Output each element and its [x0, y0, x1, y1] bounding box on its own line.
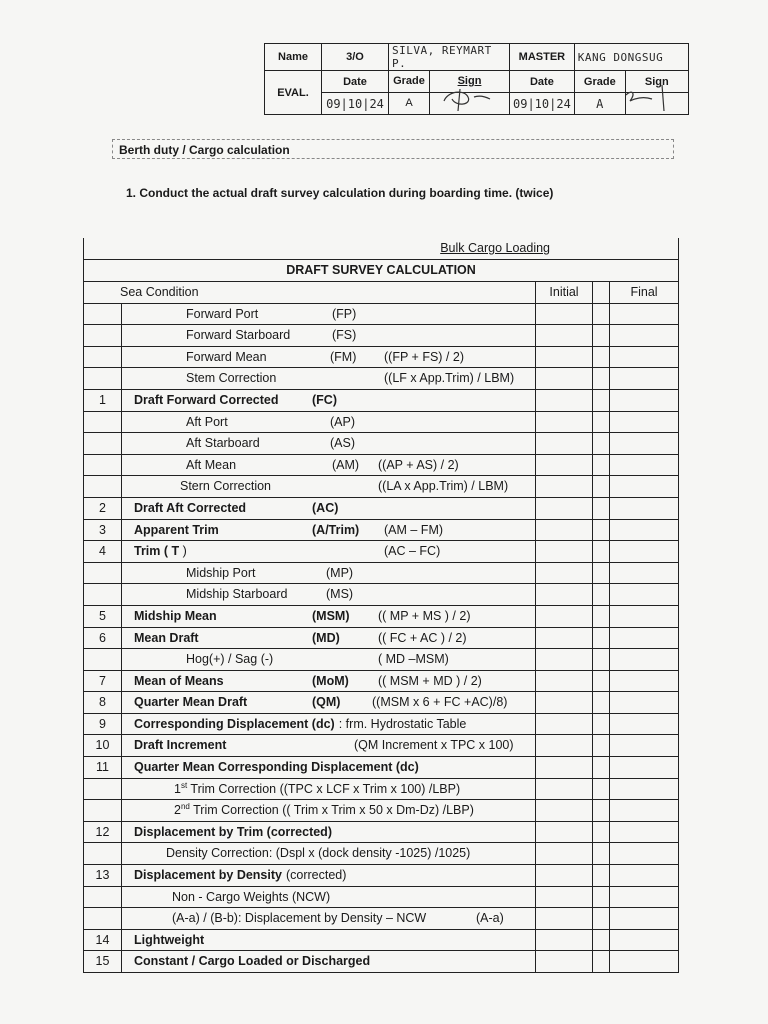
row-formula: (( MP + MS ) / 2)	[378, 608, 471, 623]
row-label: Density Correction: (Dspl x (dock density -1025) /1025)	[166, 846, 471, 861]
final-header: Final	[630, 285, 658, 299]
initial-value-cell[interactable]	[536, 779, 593, 800]
final-value-cell[interactable]	[610, 865, 678, 886]
row-formula: ((FP + FS) / 2)	[384, 349, 464, 364]
table-row	[84, 433, 678, 455]
table-row	[84, 541, 678, 563]
row-description	[122, 412, 536, 433]
spacer-cell	[593, 649, 610, 670]
row-label: Trim ( T )	[134, 544, 187, 559]
row-label: Mean of Means	[134, 673, 224, 688]
table-row	[84, 368, 678, 390]
row-number	[84, 347, 122, 368]
row-description	[122, 368, 536, 389]
final-value-cell[interactable]	[610, 800, 678, 821]
row-description	[122, 433, 536, 454]
row-description	[122, 498, 536, 519]
row-abbreviation: (FS)	[332, 328, 357, 343]
row-formula: (QM Increment x TPC x 100)	[354, 738, 514, 753]
row-description	[122, 843, 536, 864]
row-label: Non - Cargo Weights (NCW)	[172, 889, 331, 904]
row-number	[84, 563, 122, 584]
initial-value-cell[interactable]	[536, 887, 593, 908]
row-description	[122, 606, 536, 627]
row-number: 1	[84, 390, 122, 411]
spacer-cell	[593, 779, 610, 800]
row-abbreviation: (MSM)	[312, 608, 350, 623]
initial-value-cell[interactable]	[536, 498, 593, 519]
initial-value-cell[interactable]	[536, 325, 593, 346]
initial-value-cell[interactable]	[536, 800, 593, 821]
spacer-cell	[593, 476, 610, 497]
row-description	[122, 800, 536, 821]
table-row	[84, 390, 678, 412]
table-row	[84, 649, 678, 671]
row-formula: (corrected)	[285, 868, 347, 883]
row-number: 11	[84, 757, 122, 778]
survey-title: DRAFT SURVEY CALCULATION	[84, 259, 678, 282]
row-number	[84, 887, 122, 908]
row-formula: ((LF x App.Trim) / LBM)	[384, 371, 515, 386]
table-row	[84, 735, 678, 757]
final-value-cell[interactable]	[610, 714, 678, 735]
spacer-cell	[593, 908, 610, 929]
row-description	[122, 865, 536, 886]
master-sign-label: Sign	[625, 71, 688, 93]
row-label: Aft Mean	[186, 457, 237, 472]
initial-value-cell[interactable]	[536, 541, 593, 562]
spacer-cell	[593, 735, 610, 756]
row-number: 13	[84, 865, 122, 886]
row-description	[122, 887, 536, 908]
spacer-cell	[593, 347, 610, 368]
row-abbreviation: (QM)	[312, 695, 341, 710]
spacer-cell	[593, 368, 610, 389]
rank-value: 3/O	[322, 44, 389, 71]
row-description	[122, 347, 536, 368]
row-label: Hog(+) / Sag (-)	[186, 652, 274, 667]
spacer-cell	[593, 800, 610, 821]
final-value-cell[interactable]	[610, 390, 678, 411]
header-row	[84, 282, 678, 304]
row-number: 5	[84, 606, 122, 627]
row-label: Draft Increment	[134, 738, 227, 753]
final-value-cell[interactable]	[610, 563, 678, 584]
row-formula: (( MSM + MD ) / 2)	[378, 673, 482, 688]
table-row	[84, 714, 678, 736]
row-formula: ((LA x App.Trim) / LBM)	[378, 479, 509, 494]
initial-value-cell[interactable]	[536, 671, 593, 692]
initial-value-cell[interactable]	[536, 563, 593, 584]
row-number: 10	[84, 735, 122, 756]
initial-value-cell[interactable]	[536, 865, 593, 886]
row-description	[122, 649, 536, 670]
table-row	[84, 455, 678, 477]
master-name: KANG DONGSUG	[574, 44, 688, 71]
initial-value-cell[interactable]	[536, 368, 593, 389]
table-row	[84, 498, 678, 520]
row-number	[84, 779, 122, 800]
row-label: Quarter Mean Corresponding Displacement (dc)	[134, 760, 419, 775]
final-value-cell[interactable]	[610, 368, 678, 389]
row-description	[122, 692, 536, 713]
name-label: Name	[265, 44, 322, 71]
row-label: Mean Draft	[134, 630, 199, 645]
row-number: 8	[84, 692, 122, 713]
final-value-cell[interactable]	[610, 779, 678, 800]
eval-date: 09|10|24	[322, 93, 389, 115]
row-description	[122, 563, 536, 584]
final-value-cell[interactable]	[610, 304, 678, 325]
row-number	[84, 455, 122, 476]
spacer-cell	[593, 887, 610, 908]
final-value-cell[interactable]	[610, 606, 678, 627]
final-value-cell[interactable]	[610, 498, 678, 519]
initial-value-cell[interactable]	[536, 930, 593, 951]
final-value-cell[interactable]	[610, 325, 678, 346]
row-formula: (A-a)	[476, 911, 504, 926]
eval-label: EVAL.	[265, 71, 322, 115]
row-number	[84, 433, 122, 454]
row-label: Lightweight	[134, 932, 205, 947]
row-description	[122, 714, 536, 735]
initial-value-cell[interactable]	[536, 584, 593, 605]
row-label: (A-a) / (B-b): Displacement by Density – NCW	[172, 911, 427, 926]
final-value-cell[interactable]	[610, 433, 678, 454]
row-description	[122, 779, 536, 800]
final-value-cell[interactable]	[610, 887, 678, 908]
final-value-cell[interactable]	[610, 628, 678, 649]
row-label: 2nd Trim Correction (( Trim x Trim x 50 x Dm-Dz) /LBP)	[174, 802, 474, 818]
row-description	[122, 520, 536, 541]
row-description	[122, 455, 536, 476]
spacer-cell	[593, 628, 610, 649]
row-formula: : frm. Hydrostatic Table	[338, 716, 467, 731]
spacer-cell	[593, 304, 610, 325]
initial-header: Initial	[536, 282, 593, 303]
table-row	[84, 347, 678, 369]
cargo-type-row	[84, 238, 678, 259]
row-label: Displacement by Density (corrected)	[134, 868, 347, 883]
row-formula: (( FC + AC ) / 2)	[378, 630, 467, 645]
row-abbreviation: (AP)	[330, 414, 355, 429]
final-value-cell[interactable]	[610, 822, 678, 843]
row-number: 9	[84, 714, 122, 735]
row-number: 4	[84, 541, 122, 562]
spacer-cell	[593, 930, 610, 951]
spacer-cell	[593, 822, 610, 843]
initial-value-cell[interactable]	[536, 520, 593, 541]
row-description	[122, 541, 536, 562]
section-title: Berth duty / Cargo calculation	[112, 139, 674, 159]
spacer-cell	[593, 325, 610, 346]
master-grade-label: Grade	[574, 71, 625, 93]
table-row	[84, 520, 678, 542]
row-abbreviation: (FP)	[332, 306, 357, 321]
spacer-cell	[593, 584, 610, 605]
row-abbreviation: (MS)	[326, 587, 354, 602]
initial-value-cell[interactable]	[536, 714, 593, 735]
initial-value-cell[interactable]	[536, 433, 593, 454]
row-number	[84, 843, 122, 864]
row-formula: ((MSM x 6 + FC +AC)/8)	[372, 695, 508, 710]
row-label: 1st Trim Correction ((TPC x LCF x Trim x 100) /LBP)	[174, 780, 461, 796]
table-row	[84, 779, 678, 801]
row-abbreviation: (MP)	[326, 565, 354, 580]
initial-value-cell[interactable]	[536, 476, 593, 497]
spacer-cell	[593, 563, 610, 584]
row-description	[122, 325, 536, 346]
sign-label: Sign	[457, 75, 482, 87]
row-label: Quarter Mean Draft	[134, 695, 248, 710]
row-description	[122, 304, 536, 325]
row-number: 14	[84, 930, 122, 951]
row-number	[84, 800, 122, 821]
row-description	[122, 671, 536, 692]
spacer-cell	[593, 498, 610, 519]
spacer-cell	[593, 714, 610, 735]
table-row	[84, 325, 678, 347]
row-label: Draft Aft Corrected	[134, 500, 247, 515]
master-eval-grade: A	[574, 93, 625, 115]
row-number	[84, 476, 122, 497]
table-row	[84, 887, 678, 909]
row-number	[84, 649, 122, 670]
spacer-cell	[593, 390, 610, 411]
initial-value-cell[interactable]	[536, 606, 593, 627]
final-value-cell[interactable]	[610, 541, 678, 562]
master-signature	[625, 93, 688, 115]
trainee-signature	[430, 93, 509, 114]
table-row	[84, 908, 678, 930]
row-number	[84, 368, 122, 389]
row-label: Stern Correction	[180, 479, 272, 494]
spacer-cell	[593, 757, 610, 778]
initial-value-cell[interactable]	[536, 412, 593, 433]
table-row	[84, 843, 678, 865]
initial-value-cell[interactable]	[536, 304, 593, 325]
row-abbreviation: (AS)	[330, 436, 355, 451]
final-value-cell[interactable]	[610, 584, 678, 605]
spacer-cell	[593, 455, 610, 476]
row-label: Midship Starboard	[186, 587, 288, 602]
row-label: Aft Port	[186, 414, 228, 429]
row-label: Draft Forward Corrected	[134, 392, 279, 407]
row-description	[122, 390, 536, 411]
row-abbreviation: (AC)	[312, 500, 339, 515]
date-label: Date	[322, 71, 389, 93]
row-number: 2	[84, 498, 122, 519]
final-value-cell[interactable]	[610, 735, 678, 756]
initial-value-cell[interactable]	[536, 735, 593, 756]
table-row	[84, 606, 678, 628]
spacer-cell	[593, 433, 610, 454]
spacer-cell	[593, 541, 610, 562]
initial-value-cell[interactable]	[536, 649, 593, 670]
row-abbreviation: (FC)	[312, 392, 337, 407]
table-row	[84, 412, 678, 434]
row-number: 12	[84, 822, 122, 843]
table-row	[84, 951, 678, 973]
row-number	[84, 908, 122, 929]
table-row	[84, 476, 678, 498]
row-label: Midship Port	[186, 565, 256, 580]
final-value-cell[interactable]	[610, 520, 678, 541]
table-row	[84, 671, 678, 693]
row-abbreviation: (FM)	[330, 349, 357, 364]
row-description	[122, 757, 536, 778]
row-formula: ((AP + AS) / 2)	[378, 457, 459, 472]
initial-value-cell[interactable]	[536, 390, 593, 411]
row-formula: (AC – FC)	[384, 544, 441, 559]
final-value-cell[interactable]	[610, 671, 678, 692]
row-label: Displacement by Trim (corrected)	[134, 824, 332, 839]
row-abbreviation: (A/Trim)	[312, 522, 360, 537]
final-value-cell[interactable]	[610, 930, 678, 951]
row-description	[122, 476, 536, 497]
draft-survey-table	[83, 238, 679, 973]
row-label: Forward Mean	[186, 349, 267, 364]
row-abbreviation: (MoM)	[312, 673, 349, 688]
table-row	[84, 628, 678, 650]
final-value-cell[interactable]	[610, 908, 678, 929]
row-description	[122, 735, 536, 756]
initial-value-cell[interactable]	[536, 951, 593, 972]
row-abbreviation: (MD)	[312, 630, 340, 645]
final-value-cell[interactable]	[610, 476, 678, 497]
row-description	[122, 930, 536, 951]
row-description	[122, 908, 536, 929]
final-value-cell[interactable]	[610, 347, 678, 368]
spacer-cell	[593, 520, 610, 541]
row-label: Forward Starboard	[186, 328, 291, 343]
master-eval-date: 09|10|24	[510, 93, 575, 115]
table-row	[84, 304, 678, 326]
initial-value-cell[interactable]	[536, 843, 593, 864]
row-description	[122, 628, 536, 649]
spacer-cell	[593, 606, 610, 627]
table-row	[84, 584, 678, 606]
table-row	[84, 930, 678, 952]
sea-condition-label: Sea Condition	[84, 282, 536, 303]
initial-value-cell[interactable]	[536, 692, 593, 713]
master-date-label: Date	[510, 71, 575, 93]
instruction-text: 1. Conduct the actual draft survey calculation during boarding time. (twice)	[126, 186, 554, 200]
row-label: Corresponding Displacement (dc) : frm. Hydrostatic Table	[134, 716, 467, 731]
final-value-cell[interactable]	[610, 692, 678, 713]
row-number: 3	[84, 520, 122, 541]
spacer-cell	[593, 412, 610, 433]
table-row	[84, 563, 678, 585]
spacer-cell	[593, 692, 610, 713]
table-row	[84, 800, 678, 822]
initial-value-cell[interactable]	[536, 757, 593, 778]
row-label: Forward Port	[186, 306, 259, 321]
trainee-name: SILVA, REYMART P.	[389, 44, 510, 71]
row-formula: (AM – FM)	[384, 522, 444, 537]
row-number: 15	[84, 951, 122, 972]
final-value-cell[interactable]	[610, 951, 678, 972]
initial-value-cell[interactable]	[536, 455, 593, 476]
row-label: Aft Starboard	[186, 436, 260, 451]
row-number: 7	[84, 671, 122, 692]
row-abbreviation: (AM)	[332, 457, 360, 472]
row-label: Constant / Cargo Loaded or Discharged	[134, 954, 371, 969]
cargo-type: Bulk Cargo Loading	[440, 241, 550, 255]
spacer-cell	[593, 865, 610, 886]
initial-value-cell[interactable]	[536, 822, 593, 843]
row-number	[84, 325, 122, 346]
master-label: MASTER	[510, 44, 575, 71]
row-description	[122, 584, 536, 605]
initial-value-cell[interactable]	[536, 628, 593, 649]
row-label: Midship Mean	[134, 608, 217, 623]
spacer-cell	[593, 951, 610, 972]
final-value-cell[interactable]	[610, 412, 678, 433]
initial-value-cell[interactable]	[536, 347, 593, 368]
row-label: Stem Correction	[186, 371, 277, 386]
eval-grade: A	[389, 93, 430, 114]
final-value-cell[interactable]	[610, 757, 678, 778]
row-number	[84, 584, 122, 605]
final-value-cell[interactable]	[610, 649, 678, 670]
evaluation-table	[264, 43, 689, 115]
table-row	[84, 692, 678, 714]
row-description	[122, 951, 536, 972]
final-value-cell[interactable]	[610, 455, 678, 476]
final-value-cell[interactable]	[610, 843, 678, 864]
row-number	[84, 304, 122, 325]
spacer-cell	[593, 843, 610, 864]
row-number	[84, 412, 122, 433]
spacer-cell	[593, 671, 610, 692]
row-label: Apparent Trim	[134, 522, 219, 537]
row-formula: ( MD –MSM)	[378, 652, 449, 667]
initial-value-cell[interactable]	[536, 908, 593, 929]
row-number: 6	[84, 628, 122, 649]
table-row	[84, 822, 678, 844]
table-row	[84, 865, 678, 887]
row-description	[122, 822, 536, 843]
grade-label: Grade	[389, 71, 430, 92]
table-row	[84, 757, 678, 779]
